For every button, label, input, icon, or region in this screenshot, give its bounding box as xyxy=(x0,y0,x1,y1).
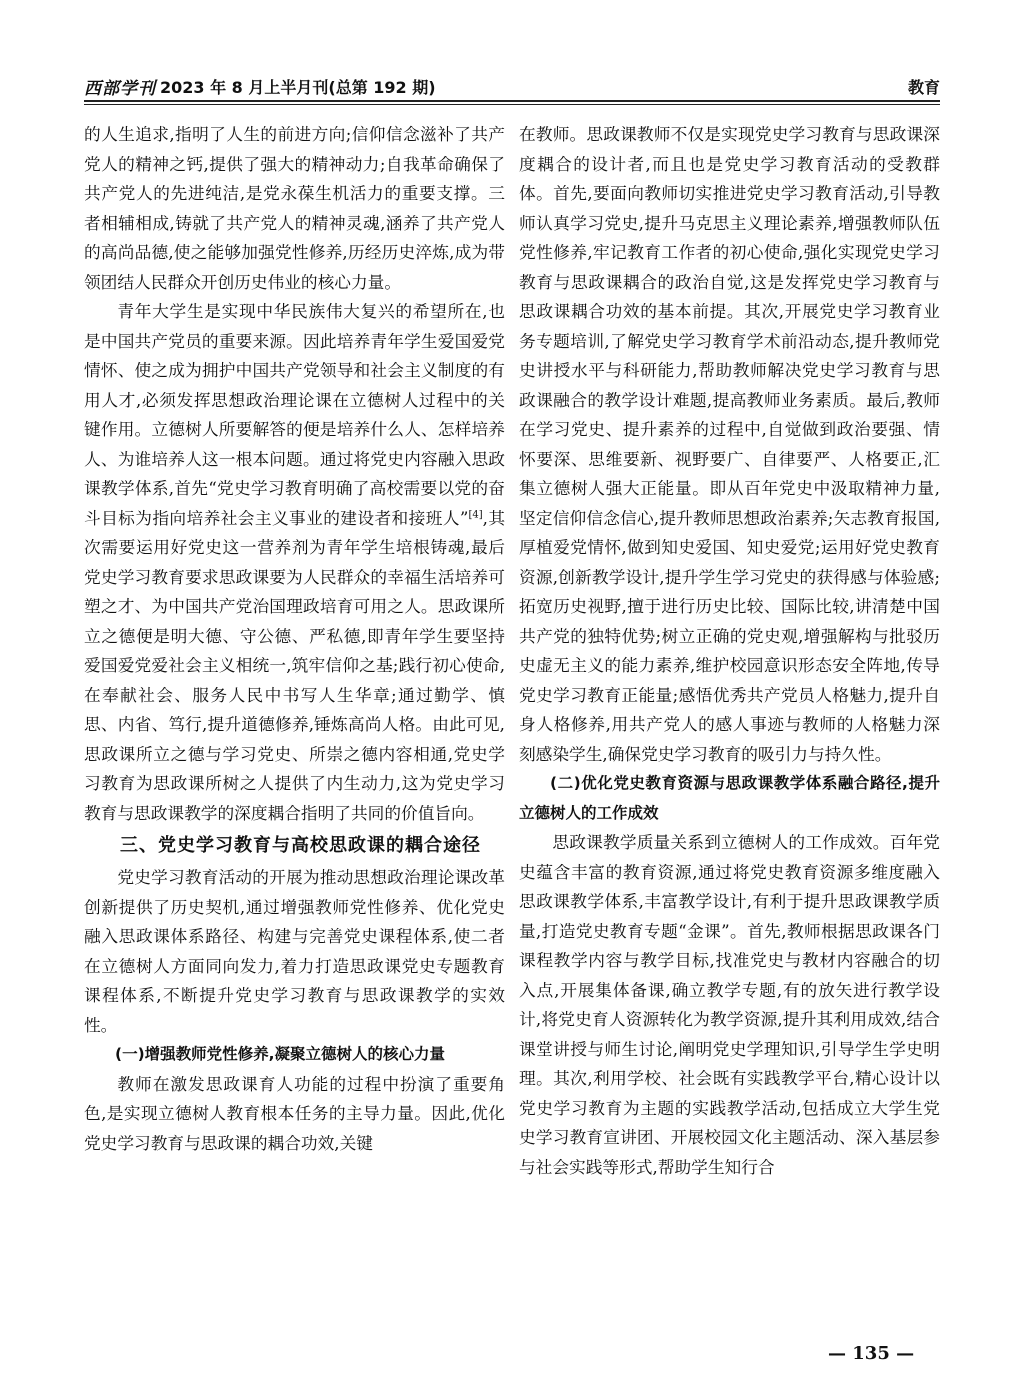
paragraph-text: 青年大学生是实现中华民族伟大复兴的希望所在,也是中国共产党员的重要来源。因此培养青年学生爱国爱党情怀、使之成为拥护中国共产党领导和社会主义制度的有用人才,必须发挥思想政治理论课在立德树人过程中的关键作用。立德树人所要解答的便是培养什么人、怎样培养人、为谁培养人这一根本问题。通过将党史内容融入思政课教学体系,首先“党史学习教育明确了高校需要以党的奋斗目标为指向培养社会主义事业的建设者和接班人” xyxy=(84,301,505,528)
header-rule-thick xyxy=(84,100,940,102)
right-column xyxy=(519,120,940,1330)
section-title: 教育 xyxy=(907,78,940,97)
paragraph-text: ,其次需要运用好党史这一营养剂为青年学生培根铸魂,最后党史学习教育要求思政课要为人民群众的幸福生活培养可塑之才、为中国共产党治国理政培育可用之人。思政课所立之德便是明大德、守公德、严私德,即青年学生要坚持爱国爱党爱社会主义相统一,筑牢信仰之基;践行初心使命,在奉献社会、服务人民中书写人生华章;通过勤学、慎思、内省、笃行,提升道德修养,锤炼高尚人格。由此可见,思政课所立之德与学习党史、所崇之德内容相通,党史学习教育为思政课所树之人提供了内生动力,这为党史学习教育与思政课教学的深度耦合指明了共同的价值旨向。 xyxy=(84,507,505,823)
section-heading: 三、党史学习教育与高校思政课的耦合途径 xyxy=(120,835,481,856)
citation-ref: [4] xyxy=(468,508,483,520)
issue-info: 2023 年 8 月上半月刊(总第 192 期) xyxy=(160,78,436,97)
subsection-heading: (一)增强教师党性修养,凝聚立德树人的核心力量 xyxy=(115,1045,446,1063)
paragraph: 教师在激发思政课育人功能的过程中扮演了重要角色,是实现立德树人教育根本任务的主导力量。因此,优化党史学习教育与思政课的耦合功效,关键 xyxy=(84,1073,505,1153)
paragraph: 党史学习教育活动的开展为推动思想政治理论课改革创新提供了历史契机,通过增强教师党性修养、优化党史融入思政课体系路径、构建与完善党史课程体系,使二者在立德树人方面同向发力,着力打造思政课党史专题教育课程体系,不断提升党史学习教育与思政课教学的实效性。 xyxy=(84,867,505,1035)
page-number: — 135 — xyxy=(828,1343,915,1364)
subsection-heading: (二)优化党史教育资源与思政课教学体系融合路径,提升立德树人的工作成效 xyxy=(519,774,940,822)
paragraph: 思政课教学质量关系到立德树人的工作成效。百年党史蕴含丰富的教育资源,通过将党史教育资源多维度融入思政课教学体系,丰富教学设计,有利于提升思政课教学质量,打造党史教育专题“金课”。首先,教师根据思政课各门课程教学内容与教学目标,找准党史与教材内容融合的切入点,开展集体备课,确立教学专题,有的放矢进行教学设计,将党史育人资源转化为教学资源,提升其利用成效,结合课堂讲授与师生讨论,阐明党史学理知识,引导学生学史明理。其次,利用学校、社会既有实践教学平台,精心设计以党史学习教育为主题的实践教学活动,包括成立大学生党史学习教育宣讲团、开展校园文化主题活动、深入基层参与社会实践等形式,帮助学生知行合 xyxy=(519,832,940,1177)
paragraph: 在教师。思政课教师不仅是实现党史学习教育与思政课深度耦合的设计者,而且也是党史学习教育活动的受教群体。首先,要面向教师切实推进党史学习教育活动,引导教师认真学习党史,提升马克思主义理论素养,增强教师队伍党性修养,牢记教育工作者的初心使命,强化实现党史学习教育与思政课耦合的政治自觉,这是发挥党史学习教育与思政课耦合功效的基本前提。其次,开展党史学习教育业务专题培训,了解党史学习教育学术前沿动态,提升教师党史讲授水平与科研能力,帮助教师解决党史学习教育与思政课融合的教学设计难题,提高教师业务素质。最后,教师在学习党史、提升素养的过程中,自觉做到政治要强、情怀要深、思维要新、视野要广、自律要严、人格要正,汇集立德树人强大正能量。即从百年党史中汲取精神力量,坚定信仰信念信心,提升教师思想政治素养;矢志教育报国,厚植爱党情怀,做到知史爱国、知史爱党;运用好党史教育资源,创新教学设计,提升学生学习党史的获得感与体验感;拓宽历史视野,擅于进行历史比较、国际比较,讲清楚中国共产党的独特优势;树立正确的党史观,增强解构与批驳历史虚无主义的能力素养,维护校园意识形态安全阵地,传导党史学习教育正能量;感悟优秀共产党员人格魅力,提升自身人格修养,用共产党人的感人事迹与教师的人格魅力深刻感染学生,确保党史学习教育的吸引力与持久性。 xyxy=(519,124,940,764)
page-header xyxy=(84,70,940,100)
left-column xyxy=(84,120,505,1330)
paragraph: 的人生追求,指明了人生的前进方向;信仰信念滋补了共产党人的精神之钙,提供了强大的精神动力;自我革命确保了共产党人的先进纯洁,是党永葆生机活力的重要支撑。三者相辅相成,铸就了共产党人的精神灵魂,涵养了共产党人的高尚品德,使之能够加强党性修养,历经历史淬炼,成为带领团结人民群众开创历史伟业的核心力量。 xyxy=(84,124,505,292)
paragraph xyxy=(84,297,505,828)
header-rule-thin xyxy=(84,104,940,105)
journal-logo: 西部学刊 xyxy=(84,79,156,99)
